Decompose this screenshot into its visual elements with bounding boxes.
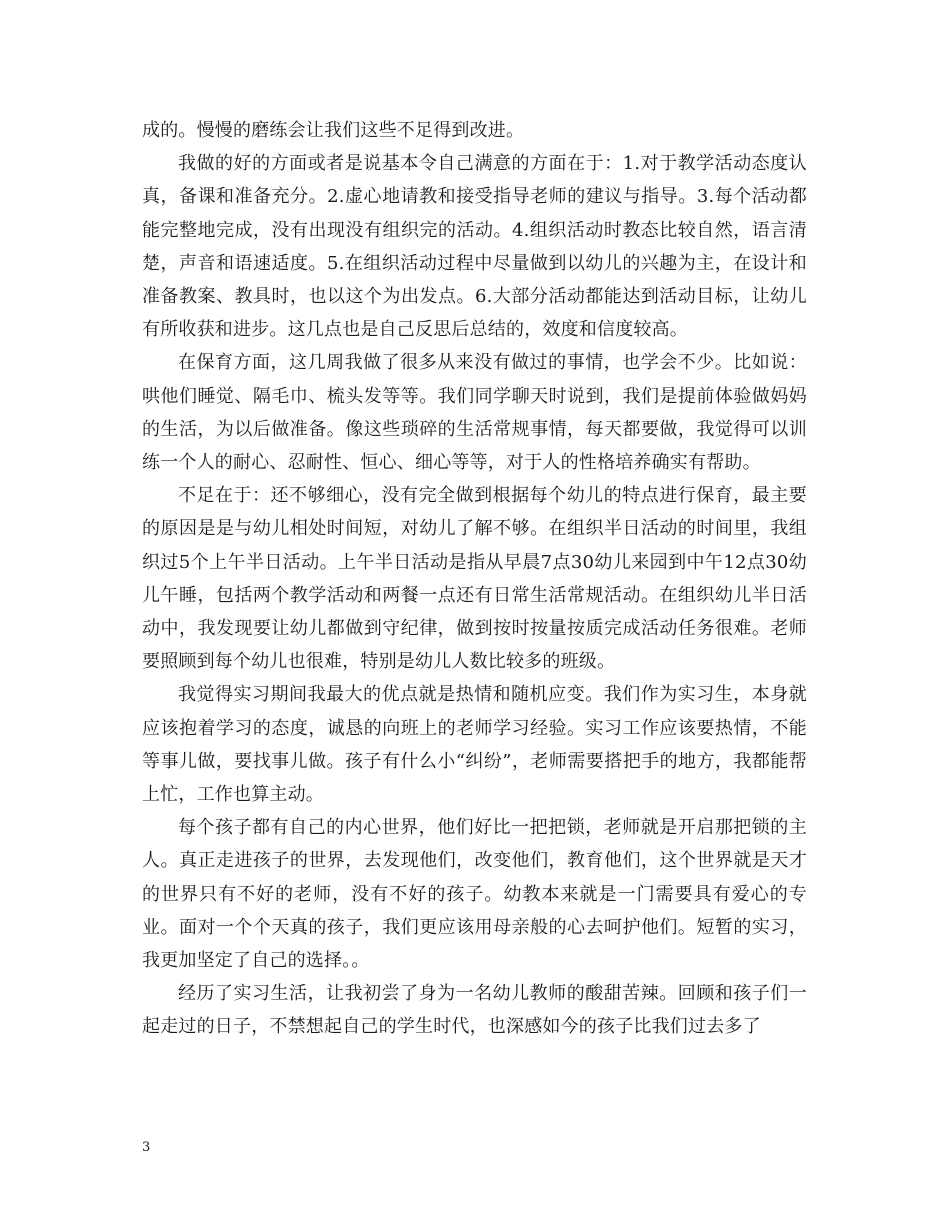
paragraph-continuation: 成的。慢慢的磨练会让我们这些不足得到改进。 (142, 120, 525, 141)
paragraph-childcare: 在保育方面，这几周我做了很多从来没有做过的事情，也学会不少。比如说：哄他们睡觉、隔毛巾、梳头发等等。我们同学聊天时说到，我们是提前体验做妈妈的生活，为以后做准备。像这些琐碎的生活常规事情，每天都要做，我觉得可以训练一个人的耐心、忍耐性、恒心、细心等等，对于人的性格培养确实有帮助。 (142, 352, 807, 474)
paragraph-inner-world: 每个孩子都有自己的内心世界，他们好比一把把锁，老师就是开启那把锁的主人。真正走进孩子的世界，去发现他们，改变他们，教育他们，这个世界就是天才的世界只有不好的老师，没有不好的孩子。幼教本来就是一门需要具有爱心的专业。面对一个个天真的孩子，我们更应该用母亲般的心去呵护他们。短暂的实习，我更加坚定了自己的选择。。 (142, 817, 807, 972)
paragraph-enthusiasm: 我觉得实习期间我最大的优点就是热情和随机应变。我们作为实习生，本身就应该抱着学习的态度，诚恳的向班上的老师学习经验。实习工作应该要热情，不能等事儿做，要找事儿做。孩子有什么小“纠纷”，老师需要搭把手的地方，我都能帮上忙，工作也算主动。 (142, 684, 807, 806)
body-text (142, 114, 807, 1044)
paragraph-strengths: 我做的好的方面或者是说基本令自己满意的方面在于：1.对于教学活动态度认真，备课和准备充分。2.虚心地请教和接受指导老师的建议与指导。3.每个活动都能完整地完成，没有出现没有组织完的活动。4.组织活动时教态比较自然，语言清楚，声音和语速适度。5.在组织活动过程中尽量做到以幼儿的兴趣为主，在设计和准备教案、教具时，也以这个为出发点。6.大部分活动都能达到活动目标，让幼儿有所收获和进步。这几点也是自己反思后总结的，效度和信度较高。 (142, 153, 807, 341)
paragraph-experience: 经历了实习生活，让我初尝了身为一名幼儿教师的酸甜苦辣。回顾和孩子们一起走过的日子，不禁想起自己的学生时代，也深感如今的孩子比我们过去多了 (142, 983, 807, 1038)
page-number: 3 (142, 1140, 151, 1155)
paragraph-shortcomings: 不足在于：还不够细心，没有完全做到根据每个幼儿的特点进行保育，最主要的原因是是与幼儿相处时间短，对幼儿了解不够。在组织半日活动的时间里，我组织过5个上午半日活动。上午半日活动是指从早晨7点30幼儿来园到中午12点30幼儿午睡，包括两个教学活动和两餐一点还有日常生活常规活动。在组织幼儿半日活动中，我发现要让幼儿都做到守纪律，做到按时按量按质完成活动任务很难。老师要照顾到每个幼儿也很难，特别是幼儿人数比较多的班级。 (142, 485, 807, 673)
